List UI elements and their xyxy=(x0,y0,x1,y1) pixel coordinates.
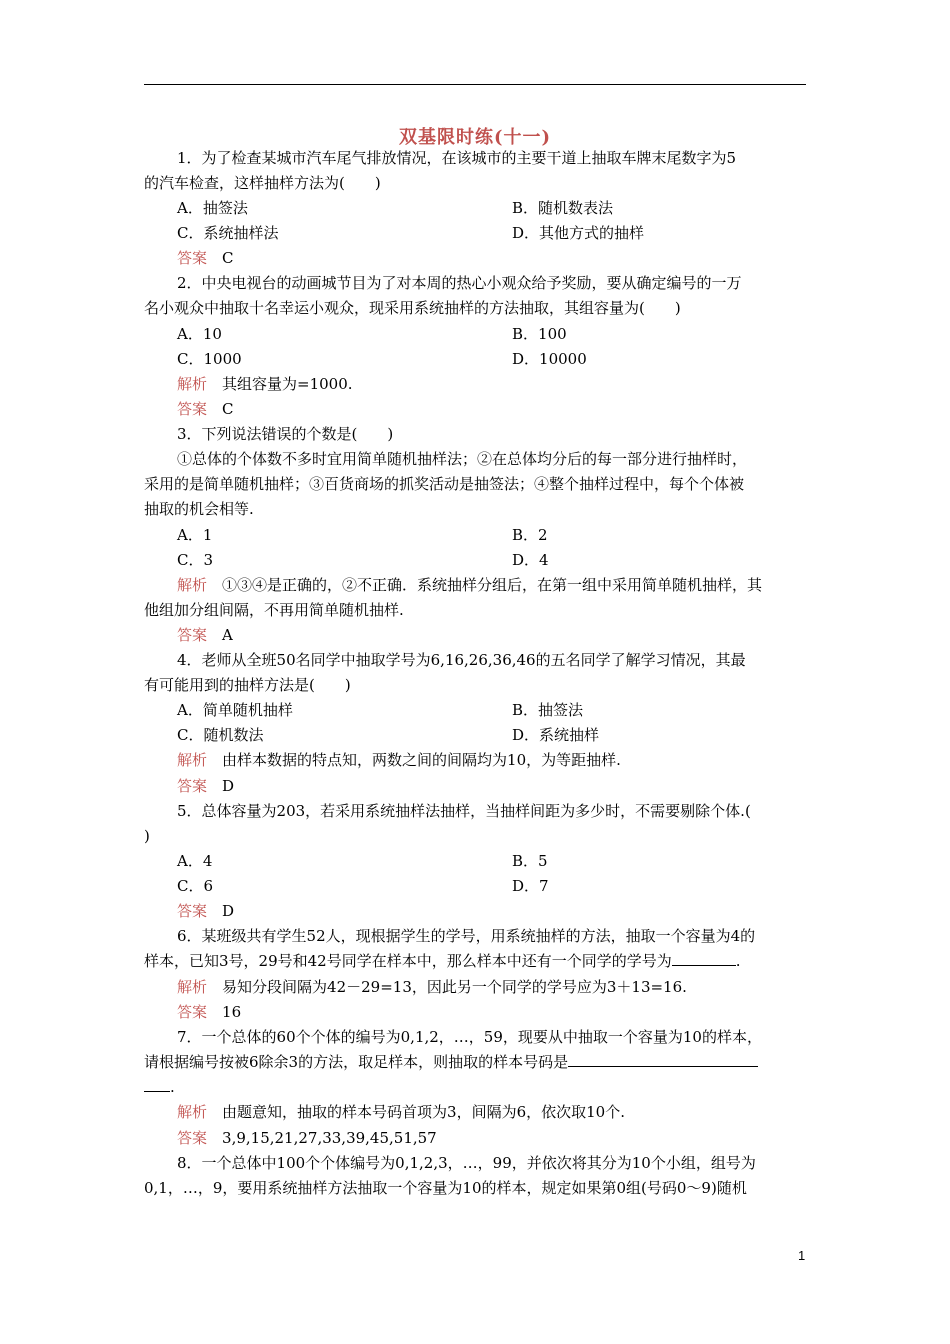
q2-option-a: A．10 xyxy=(177,325,222,343)
q8-stem-line-1: 8．一个总体中100个个体编号为0,1,2,3，…，99，并依次将其分为10个小组，组号为 xyxy=(177,1154,756,1172)
q7-analysis xyxy=(177,1100,625,1125)
q1-option-b: B．随机数表法 xyxy=(512,199,614,217)
q5-option-d: D．7 xyxy=(512,877,549,895)
answer-label: 答案 xyxy=(177,626,208,644)
q7-answer xyxy=(177,1126,437,1151)
q3-option-d: D．4 xyxy=(512,551,549,569)
q5-option-b: B．5 xyxy=(512,852,548,870)
q3-analysis-line-2: 他组加分组间隔，不再用简单随机抽样. xyxy=(144,601,404,619)
q6-stem-text: 样本，已知3号，29号和42号同学在样本中，那么样本中还有一个同学的学号为 xyxy=(144,952,672,970)
q5-stem-line-2: ) xyxy=(144,827,150,845)
analysis-label: 解析 xyxy=(177,576,208,594)
page-number: 1 xyxy=(798,1248,806,1263)
analysis-label: 解析 xyxy=(177,978,208,996)
q4-option-d: D．系统抽样 xyxy=(512,726,600,744)
q1-option-c: C．系统抽样法 xyxy=(177,224,279,242)
q7-stem-end: . xyxy=(170,1078,175,1096)
page-title: 双基限时练(十一) xyxy=(398,127,552,148)
answer-label: 答案 xyxy=(177,902,208,920)
analysis-text: 其组容量为=1000. xyxy=(222,375,353,393)
q5-option-a: A．4 xyxy=(177,852,213,870)
q6-stem-line-2 xyxy=(144,949,741,974)
q6-stem-line-1: 6．某班级共有学生52人，现根据学生的学号，用系统抽样的方法，抽取一个容量为4的 xyxy=(177,927,756,945)
q7-stem-line-2 xyxy=(144,1050,758,1075)
fill-blank-continued xyxy=(144,1075,170,1092)
q6-analysis xyxy=(177,975,687,1000)
q2-analysis xyxy=(177,372,353,397)
q1-answer xyxy=(177,246,234,271)
answer-value: C xyxy=(222,249,234,267)
q3-stem-line-3: 采用的是简单随机抽样；③百货商场的抓奖活动是抽签法；④整个抽样过程中，每个个体被 xyxy=(144,475,745,493)
answer-label: 答案 xyxy=(177,249,208,267)
q1-option-d: D．其他方式的抽样 xyxy=(512,224,645,242)
q3-stem-line-4: 抽取的机会相等. xyxy=(144,500,254,518)
q5-answer xyxy=(177,899,234,924)
answer-value: 3,9,15,21,27,33,39,45,51,57 xyxy=(222,1129,437,1147)
q1-stem-line-2: 的汽车检查，这样抽样方法为( ) xyxy=(144,174,381,192)
q3-stem-line-1: 3．下列说法错误的个数是( ) xyxy=(177,425,394,443)
q2-answer xyxy=(177,397,234,422)
q7-stem-text: 请根据编号按被6除余3的方法，取足样本，则抽取的样本号码是 xyxy=(144,1053,569,1071)
answer-value: D xyxy=(222,777,235,795)
q1-option-a: A．抽签法 xyxy=(177,199,248,217)
answer-value: 16 xyxy=(222,1003,242,1021)
q4-option-c: C．随机数法 xyxy=(177,726,264,744)
q3-option-c: C．3 xyxy=(177,551,214,569)
q2-option-b: B．100 xyxy=(512,325,567,343)
fill-blank xyxy=(672,949,736,966)
q4-option-a: A．简单随机抽样 xyxy=(177,701,293,719)
q8-stem-line-2: 0,1，…，9，要用系统抽样方法抽取一个容量为10的样本，规定如果第0组(号码0～9)随机 xyxy=(144,1179,747,1197)
analysis-label: 解析 xyxy=(177,751,208,769)
q2-stem-line-1: 2．中央电视台的动画城节目为了对本周的热心小观众给予奖励，要从确定编号的一万 xyxy=(177,274,742,292)
q4-stem-line-2: 有可能用到的抽样方法是( ) xyxy=(144,676,351,694)
q7-stem-line-1: 7．一个总体的60个个体的编号为0,1,2，…，59，现要从中抽取一个容量为10的样本， xyxy=(177,1028,762,1046)
answer-label: 答案 xyxy=(177,1003,208,1021)
q2-option-d: D．10000 xyxy=(512,350,587,368)
q1-stem-line-1: 1．为了检查某城市汽车尾气排放情况，在该城市的主要干道上抽取车牌末尾数字为5 xyxy=(177,149,737,167)
q4-analysis xyxy=(177,748,621,773)
answer-value: C xyxy=(222,400,234,418)
q4-answer xyxy=(177,774,234,799)
analysis-text: ①③④是正确的，②不正确．系统抽样分组后，在第一组中采用简单随机抽样，其 xyxy=(222,576,763,594)
q3-stem-line-2: ①总体的个体数不多时宜用简单随机抽样法；②在总体均分后的每一部分进行抽样时， xyxy=(177,450,748,468)
q4-stem-line-1: 4．老师从全班50名同学中抽取学号为6,16,26,36,46的五名同学了解学习情况，其最 xyxy=(177,651,746,669)
q7-stem-line-3 xyxy=(144,1075,175,1100)
analysis-text: 由题意知，抽取的样本号码首项为3，间隔为6，依次取10个. xyxy=(222,1103,625,1121)
fill-blank xyxy=(568,1050,758,1067)
answer-value: A xyxy=(222,626,233,644)
q4-option-b: B．抽签法 xyxy=(512,701,584,719)
q3-option-a: A．1 xyxy=(177,526,213,544)
header-rule xyxy=(144,84,806,85)
q3-option-b: B．2 xyxy=(512,526,548,544)
answer-value: D xyxy=(222,902,235,920)
q6-stem-end: . xyxy=(735,952,741,970)
q3-analysis-line-1 xyxy=(177,573,762,598)
answer-label: 答案 xyxy=(177,400,208,418)
analysis-text: 易知分段间隔为42－29=13，因此另一个同学的学号应为3＋13=16. xyxy=(222,978,687,996)
q5-stem-line-1: 5．总体容量为203，若采用系统抽样法抽样，当抽样间距为多少时，不需要剔除个体.( xyxy=(177,802,751,820)
answer-label: 答案 xyxy=(177,777,208,795)
analysis-label: 解析 xyxy=(177,375,208,393)
analysis-label: 解析 xyxy=(177,1103,208,1121)
q2-stem-line-2: 名小观众中抽取十名幸运小观众，现采用系统抽样的方法抽取，其组容量为( ) xyxy=(144,299,681,317)
q5-option-c: C．6 xyxy=(177,877,214,895)
q2-option-c: C．1000 xyxy=(177,350,242,368)
q3-answer xyxy=(177,623,233,648)
q6-answer xyxy=(177,1000,241,1025)
analysis-text: 由样本数据的特点知，两数之间的间隔均为10，为等距抽样. xyxy=(222,751,621,769)
answer-label: 答案 xyxy=(177,1129,208,1147)
